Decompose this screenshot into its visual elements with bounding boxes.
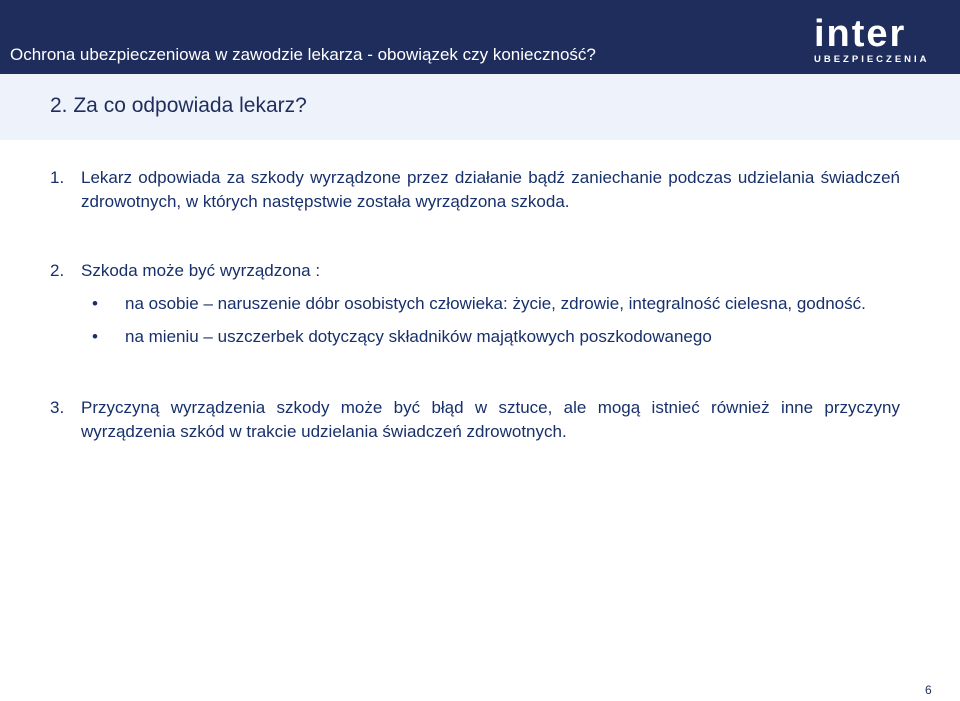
bullet-icon: • — [92, 327, 98, 346]
logo-wordmark: inter — [814, 13, 907, 55]
header-bar — [0, 0, 960, 74]
presentation-title: Ochrona ubezpieczeniowa w zawodzie lekarza - obowiązek czy konieczność? — [10, 45, 596, 64]
list-item-text: na mieniu – uszczerbek dotyczący składników majątkowych poszkodowanego — [125, 327, 712, 346]
list-item-text: na osobie – naruszenie dóbr osobistych człowieka: życie, zdrowie, integralność cielesna, godność. — [125, 294, 866, 313]
paragraph-number: 3. — [50, 398, 65, 417]
list-item — [92, 292, 932, 325]
list-item — [92, 325, 932, 358]
paragraph-3 — [50, 396, 900, 444]
bullet-icon: • — [92, 294, 98, 313]
paragraph-text: Przyczyną wyrządzenia szkody może być błąd w sztuce, ale mogą istnieć również inne przyczyny wyrządzenia szkód w trakcie udzielania świadczeń zdrowotnych. — [81, 398, 900, 441]
paragraph-2 — [50, 259, 900, 283]
paragraph-text: Szkoda może być wyrządzona : — [81, 261, 321, 280]
company-logo — [806, 10, 956, 66]
paragraph-text: Lekarz odpowiada za szkody wyrządzone przez działanie bądź zaniechanie podczas udzielania świadczeń zdrowotnych, w których następstwie została wyrządzona szkoda. — [81, 168, 900, 211]
paragraph-number: 1. — [50, 168, 65, 187]
logo-subtitle: UBEZPIECZENIA — [814, 54, 930, 65]
paragraph-number: 2. — [50, 261, 65, 280]
section-title: 2. Za co odpowiada lekarz? — [50, 94, 307, 117]
paragraph-1 — [50, 166, 900, 214]
page-number: 6 — [925, 683, 932, 697]
damage-type-list — [92, 292, 932, 358]
